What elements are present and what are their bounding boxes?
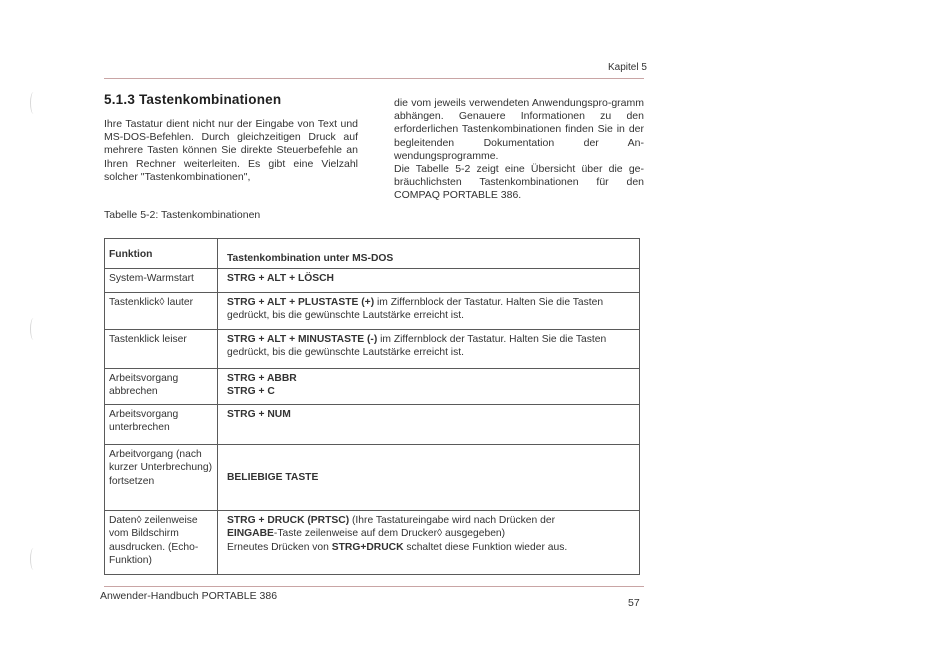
footer-rule [104, 586, 644, 587]
table-row [105, 445, 640, 511]
row-function: Tastenklick leiser [105, 330, 218, 369]
row-keys [218, 511, 640, 575]
body-paragraph: Die Tabelle 5-2 zeigt eine Übersicht über die ge-bräuchlichsten Tastenkombinationen für den COMPAQ PORTABLE 386. [394, 163, 644, 202]
key-description: -Taste zeilenweise auf dem Drucker◊ ausgegeben) [273, 528, 506, 540]
key-combo: STRG + ALT + PLUSTASTE (+) [227, 297, 375, 309]
body-text-column-2 [394, 97, 644, 203]
body-text-column-1: Ihre Tastatur dient nicht nur der Eingabe von Text und MS-DOS-Befehlen. Durch gleichzeitigen Druck auf mehrere Tasten können Sie direkte Steuerbefehle an Ihren Rechner weiterleiten. Es gibt eine Vielzahl solcher "Tastenkombinationen", [104, 118, 358, 183]
row-function: Arbeitvorgang (nach kurzer Unterbrechung) fortsetzen [105, 445, 218, 511]
row-function: Arbeitsvorgang abbrechen [105, 369, 218, 405]
binding-hole-mark [30, 318, 37, 340]
table-header-function: Funktion [105, 239, 218, 269]
key-combo: STRG + NUM [227, 409, 291, 421]
key-description: im Ziffernblock der Tastatur. Halten Sie die Tasten gedrückt, bis die gewünschte Lautstärke erreicht ist. [227, 297, 604, 322]
body-paragraph: die vom jeweils verwendeten Anwendungspro-gramm abhängen. Genauere Informationen zu den erforderlichen Tastenkombinationen finden Sie in der begleitenden Dokumentation der An-wendungsprogramme. [394, 97, 644, 162]
table-row [105, 330, 640, 369]
row-function: Arbeitsvorgang unterbrechen [105, 405, 218, 445]
row-keys [218, 369, 640, 405]
key-description: Erneutes Drücken von [227, 541, 332, 553]
key-combo: STRG + ABBR [227, 373, 297, 385]
key-description: (Ihre Tastatureingabe wird nach Drücken der [349, 515, 555, 527]
table-row [105, 269, 640, 293]
row-function: System-Warmstart [105, 269, 218, 293]
key-combination-table [104, 238, 640, 575]
binding-hole-mark [30, 548, 37, 570]
key-combo: STRG+DRUCK [331, 541, 404, 553]
page-number: 57 [628, 597, 640, 609]
table-row [105, 405, 640, 445]
row-keys [218, 330, 640, 369]
key-combo: BELIEBIGE TASTE [227, 471, 319, 483]
table-row [105, 293, 640, 330]
key-description: im Ziffernblock der Tastatur. Halten Sie die Tasten gedrückt, bis die gewünschte Lautstärke erreicht ist. [227, 334, 607, 359]
key-combo: STRG + DRUCK (PRTSC) [227, 515, 350, 527]
table-header-keys: Tastenkombination unter MS-DOS [218, 239, 640, 269]
table-caption: Tabelle 5-2: Tastenkombinationen [104, 209, 261, 221]
header-rule [104, 78, 644, 79]
section-title: 5.1.3 Tastenkombinationen [104, 92, 282, 107]
row-function: Daten◊ zeilenweise vom Bildschirm ausdrucken. (Echo-Funktion) [105, 511, 218, 575]
row-keys [218, 405, 640, 445]
key-combo: STRG + ALT + MINUSTASTE (-) [227, 334, 378, 346]
key-combo: STRG + ALT + LÖSCH [227, 273, 334, 285]
table-header-row [105, 239, 640, 269]
key-combo: STRG + C [227, 386, 275, 398]
row-function: Tastenklick◊ lauter [105, 293, 218, 330]
binding-hole-mark [30, 92, 37, 114]
table-row [105, 511, 640, 575]
table-row [105, 369, 640, 405]
footer-title: Anwender-Handbuch PORTABLE 386 [100, 590, 278, 602]
row-keys [218, 269, 640, 293]
key-description: schaltet diese Funktion wieder aus. [403, 541, 568, 553]
row-keys [218, 445, 640, 511]
row-keys [218, 293, 640, 330]
chapter-label: Kapitel 5 [608, 62, 647, 73]
key-combo: EINGABE [227, 528, 274, 540]
